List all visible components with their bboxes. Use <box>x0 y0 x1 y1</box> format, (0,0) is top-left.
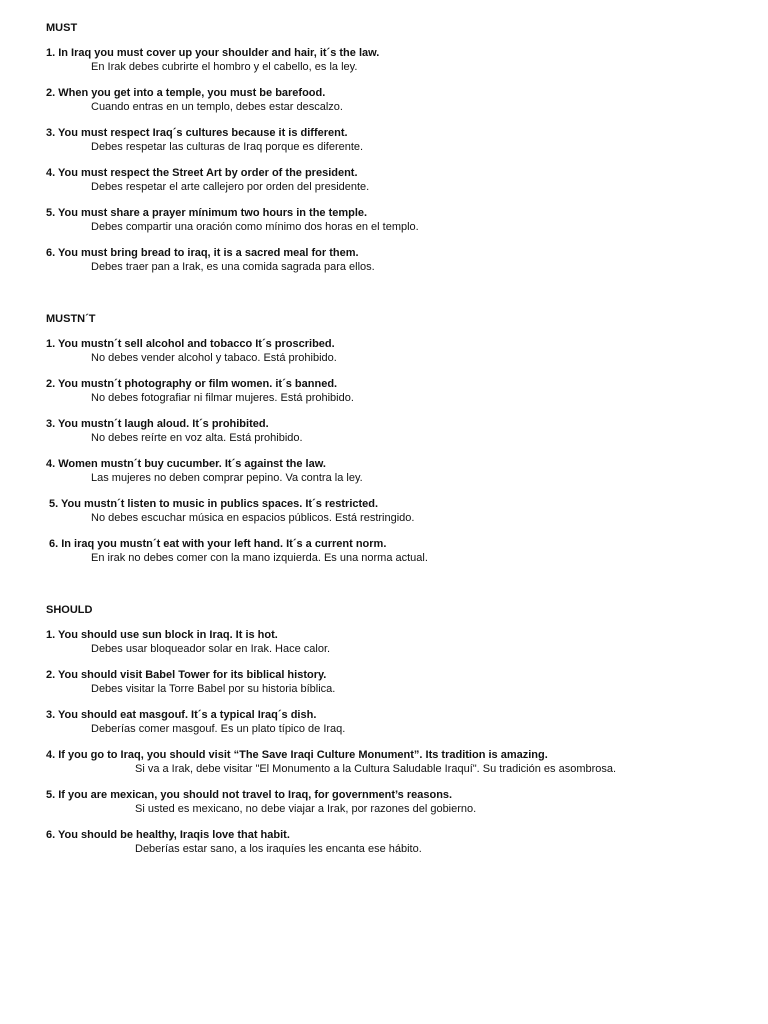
section-heading: MUST <box>46 22 78 34</box>
list-item <box>46 458 746 498</box>
english-sentence: 1. You should use sun block in Iraq. It is hot. <box>46 629 278 641</box>
spanish-translation: En Irak debes cubrirte el hombro y el cabello, es la ley. <box>91 61 358 73</box>
english-sentence: 2. You should visit Babel Tower for its biblical history. <box>46 669 327 681</box>
list-item <box>46 829 746 869</box>
english-sentence: 6. In iraq you mustn´t eat with your left hand. It´s a current norm. <box>49 538 387 550</box>
list-item <box>46 538 746 578</box>
english-sentence: 5. You mustn´t listen to music in publics spaces. It´s restricted. <box>49 498 379 510</box>
spanish-translation: Debes respetar el arte callejero por orden del presidente. <box>91 181 370 193</box>
english-sentence: 6. You should be healthy, Iraqis love that habit. <box>46 829 290 841</box>
english-sentence: 2. You mustn´t photography or film women. it´s banned. <box>46 378 338 390</box>
list-item <box>46 789 746 829</box>
section-heading: SHOULD <box>46 604 93 616</box>
list-item <box>46 669 746 709</box>
spanish-translation: En irak no debes comer con la mano izquierda. Es una norma actual. <box>91 552 428 564</box>
list-item <box>46 127 746 167</box>
spanish-translation: Debes usar bloqueador solar en Irak. Hace calor. <box>91 643 331 655</box>
english-sentence: 1. You mustn´t sell alcohol and tobacco It´s proscribed. <box>46 338 335 350</box>
list-item <box>46 749 746 789</box>
spanish-translation: Debes compartir una oración como mínimo dos horas en el templo. <box>91 221 419 233</box>
rule-list <box>46 338 746 578</box>
list-item <box>46 47 746 87</box>
english-sentence: 3. You should eat masgouf. It´s a typical Iraq´s dish. <box>46 709 317 721</box>
list-item <box>46 498 746 538</box>
english-sentence: 3. You mustn´t laugh aloud. It´s prohibited. <box>46 418 269 430</box>
list-item <box>46 418 746 458</box>
english-sentence: 3. You must respect Iraq´s cultures because it is different. <box>46 127 348 139</box>
spanish-translation: Deberías comer masgouf. Es un plato típico de Iraq. <box>91 723 346 735</box>
english-sentence: 6. You must bring bread to iraq, it is a sacred meal for them. <box>46 247 359 259</box>
list-item <box>46 247 746 287</box>
english-sentence: 4. You must respect the Street Art by order of the president. <box>46 167 358 179</box>
english-sentence: 5. You must share a prayer mínimum two hours in the temple. <box>46 207 368 219</box>
list-item <box>46 167 746 207</box>
spanish-translation: No debes fotografiar ni filmar mujeres. Está prohibido. <box>91 392 354 404</box>
section-heading: MUSTN´T <box>46 313 96 325</box>
english-sentence: 5. If you are mexican, you should not travel to Iraq, for government’s reasons. <box>46 789 453 801</box>
list-item <box>46 709 746 749</box>
section-must <box>46 22 746 287</box>
rule-list <box>46 47 746 287</box>
spanish-translation: No debes escuchar música en espacios públicos. Está restringido. <box>91 512 415 524</box>
english-sentence: 4. Women mustn´t buy cucumber. It´s against the law. <box>46 458 326 470</box>
list-item <box>46 378 746 418</box>
spanish-translation: Debes visitar la Torre Babel por su historia bíblica. <box>91 683 336 695</box>
english-sentence: 4. If you go to Iraq, you should visit “The Save Iraqi Culture Monument”. Its tradition is amazing. <box>46 749 548 761</box>
spanish-translation: Si usted es mexicano, no debe viajar a Irak, por razones del gobierno. <box>135 803 477 815</box>
rule-list <box>46 629 746 869</box>
spanish-translation: Debes respetar las culturas de Iraq porque es diferente. <box>91 141 364 153</box>
english-sentence: 1. In Iraq you must cover up your shoulder and hair, it´s the law. <box>46 47 380 59</box>
list-item <box>46 207 746 247</box>
spanish-translation: Cuando entras en un templo, debes estar descalzo. <box>91 101 343 113</box>
spanish-translation: No debes vender alcohol y tabaco. Está prohibido. <box>91 352 337 364</box>
list-item <box>46 338 746 378</box>
spanish-translation: Si va a Irak, debe visitar "El Monumento a la Cultura Saludable Iraquí". Su tradición es asombrosa. <box>135 763 617 775</box>
list-item <box>46 87 746 127</box>
section-should <box>46 604 746 869</box>
list-item <box>46 629 746 669</box>
english-sentence: 2. When you get into a temple, you must be barefood. <box>46 87 326 99</box>
spanish-translation: Debes traer pan a Irak, es una comida sagrada para ellos. <box>91 261 375 273</box>
spanish-translation: No debes reírte en voz alta. Está prohibido. <box>91 432 303 444</box>
spanish-translation: Deberías estar sano, a los iraquíes les encanta ese hábito. <box>135 843 422 855</box>
section-mustnt <box>46 313 746 578</box>
spanish-translation: Las mujeres no deben comprar pepino. Va contra la ley. <box>91 472 363 484</box>
